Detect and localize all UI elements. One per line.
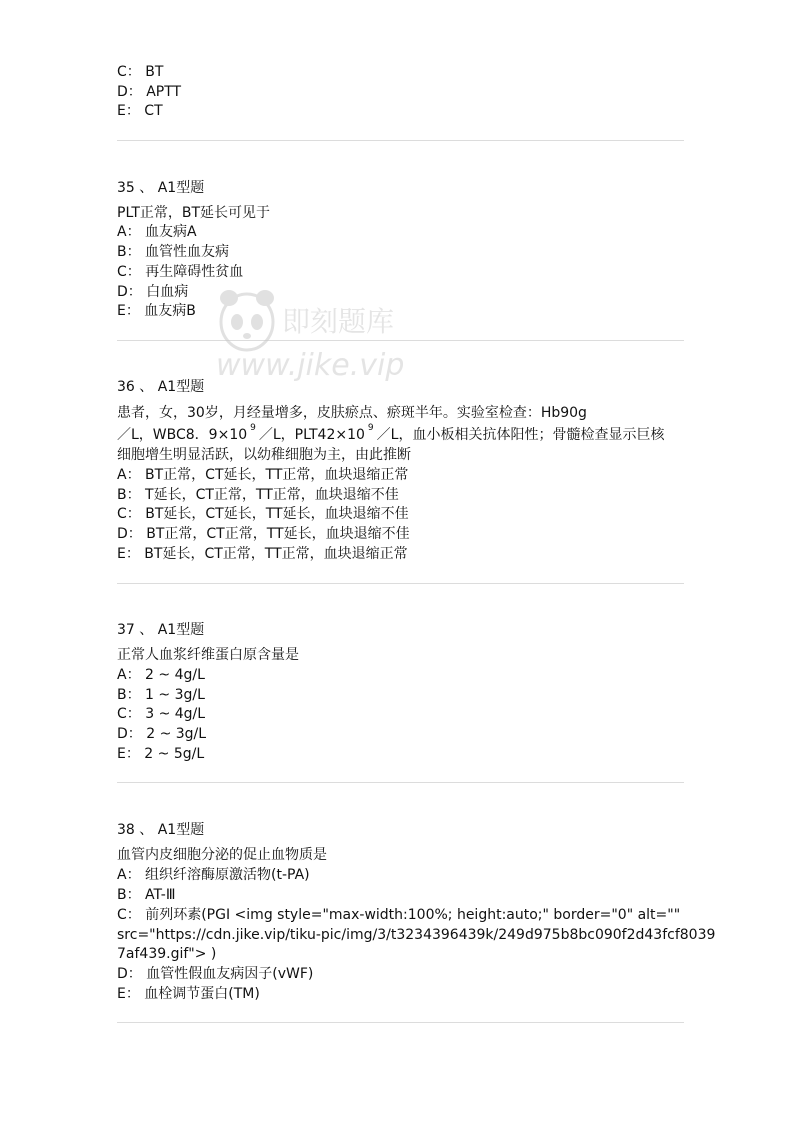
- q35-stem: PLT正常，BT延长可见于: [117, 205, 271, 221]
- q38-option-a: A： 组织纤溶酶原激活物(t-PA): [117, 867, 310, 883]
- q36-stem-line1: 患者，女，30岁，月经量增多，皮肤瘀点、瘀斑半年。实验室检查：Hb90g: [117, 405, 587, 421]
- superscript: 9: [367, 423, 374, 433]
- q36-option-a: A： BT正常，CT延长，TT正常，血块退缩正常: [117, 467, 409, 483]
- q38-option-c-line2: src="https://cdn.jike.vip/tiku-pic/img/3/t3234396439k/249d975b8bc090f2d43fcf8039: [117, 927, 716, 943]
- q37-option-b: B： 1 ~ 3g/L: [117, 687, 205, 703]
- q35-option-c: C： 再生障碍性贫血: [117, 264, 244, 280]
- q38-option-c-line1: C： 前列环素(PGI <img style="max-width:100%; height:auto;" border="0" alt="": [117, 907, 681, 923]
- q36-option-c: C： BT延长，CT延长，TT延长，血块退缩不佳: [117, 506, 409, 522]
- q37-option-c: C： 3 ~ 4g/L: [117, 706, 206, 722]
- watermark-brand: 即刻题库: [282, 305, 395, 338]
- q37-option-d: D： 2 ~ 3g/L: [117, 726, 207, 742]
- superscript: 9: [250, 423, 256, 433]
- q38-option-e: E： 血栓调节蛋白(TM): [117, 986, 260, 1002]
- q36-option-b: B： T延长，CT正常，TT正常，血块退缩不佳: [117, 487, 399, 503]
- watermark: [216, 286, 426, 396]
- q38-header: 38 、 A1型题: [117, 822, 205, 838]
- divider: [117, 583, 684, 584]
- watermark-url: www.jike.vip: [216, 348, 405, 383]
- q37-option-a: A： 2 ~ 4g/L: [117, 667, 205, 683]
- q35-option-d: D： 白血病: [117, 284, 189, 300]
- q35-option-a: A： 血友病A: [117, 224, 197, 240]
- q36-option-e: E： BT延长，CT正常，TT正常，血块退缩正常: [117, 546, 408, 562]
- q34-option-e: E： CT: [117, 103, 163, 119]
- q38-stem: 血管内皮细胞分泌的促止血物质是: [117, 847, 327, 863]
- q35-option-b: B： 血管性血友病: [117, 244, 230, 260]
- q37-header: 37 、 A1型题: [117, 622, 205, 638]
- q34-option-c: C： BT: [117, 64, 164, 80]
- divider: [117, 1022, 684, 1023]
- q34-option-d: D： APTT: [117, 84, 182, 100]
- divider: [117, 782, 684, 783]
- q35-header: 35 、 A1型题: [117, 180, 205, 196]
- q38-option-d: D： 血管性假血友病因子(vWF): [117, 966, 314, 982]
- q36-stem-line3: 细胞增生明显活跃，以幼稚细胞为主，由此推断: [117, 447, 411, 463]
- divider: [117, 140, 684, 141]
- q38-option-c-line3: 7af439.gif"> ): [117, 946, 217, 962]
- q36-header: 36 、 A1型题: [117, 379, 205, 395]
- q38-option-b: B： AT-Ⅲ: [117, 887, 176, 903]
- divider: [117, 340, 684, 341]
- panda-logo-icon: [216, 286, 278, 356]
- q36-option-d: D： BT正常，CT正常，TT延长，血块退缩不佳: [117, 526, 410, 542]
- q35-option-e: E： 血友病B: [117, 303, 196, 319]
- q37-stem: 正常人血浆纤维蛋白原含量是: [117, 647, 299, 663]
- q37-option-e: E： 2 ~ 5g/L: [117, 746, 205, 762]
- q36-stem-line2: ／L，WBC8．9×10 $^9$ ／L，PLT42×10 $^9$ ／L，血小板相关抗体阳性；骨髓检查显示巨核: [117, 423, 665, 443]
